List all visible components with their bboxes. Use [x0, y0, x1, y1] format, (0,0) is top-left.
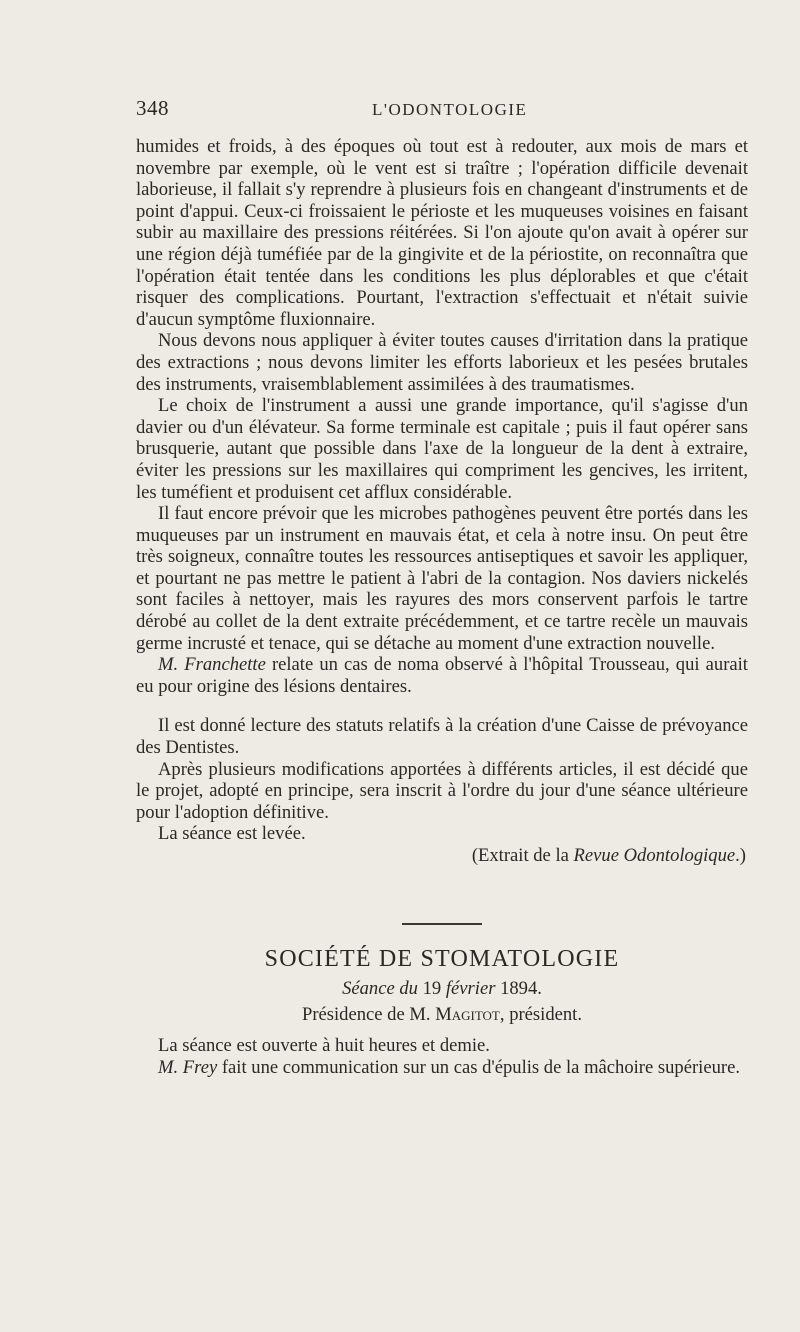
paragraph-frey	[136, 1057, 748, 1079]
page-number: 348	[136, 96, 169, 120]
paragraph-session-closed: La séance est levée.	[158, 823, 306, 845]
paragraph-instrument-choice: Le choix de l'instrument a aussi une grande importance, qu'il s'agisse d'un davier ou d'un élévateur. Sa forme terminale est capitale ; puis il faut opérer sans brusquerie, autant que possible dans l'axe de la longueur de la dent à extraire, éviter les pressions sur les maxillaires qui compriment les gencives, les irritent, les tuméfient et produisent cet afflux considérable.	[136, 395, 748, 503]
paragraph-humid-conditions: humides et froids, à des époques où tout est à redouter, aux mois de mars et novembre par exemple, où le vent est si traître ; l'opération difficile devenait laborieuse, il fallait s'y reprendre à plusieurs fois en changeant d'instruments et de point d'appui. Ceux-ci froissaient le périoste et les muqueuses voisines en faisant subir au maxillaire des pressions réitérées. Si l'on ajoute qu'on avait à opérer sur une région déjà tuméfiée par de la gingivite et de la périostite, on reconnaîtra que l'opération était tentée dans les conditions les plus déplorables et que c'était risquer des complications. Pourtant, l'extraction s'effectuait et n'était suivie d'aucun symptôme fluxionnaire.	[136, 136, 748, 330]
body-text	[136, 136, 748, 1079]
president-name: Magitot	[435, 1003, 500, 1025]
session-date: Séance du 19 février 1894.	[342, 978, 542, 1000]
paragraph-session-opened: La séance est ouverte à huit heures et demie.	[158, 1035, 490, 1057]
section-divider	[402, 923, 482, 925]
presidency-line: Présidence de M. Magitot, président.	[301, 1003, 582, 1025]
page-header	[136, 96, 748, 126]
source-journal-title: Revue Odontologique	[573, 845, 736, 866]
speaker-name: M. Frey	[158, 1056, 218, 1078]
paragraph-modifications: Après plusieurs modifications apportées à différents articles, il est décidé que le projet, adopté en principe, sera inscrit à l'ordre du jour d'une séance ultérieure pour l'adoption définitive.	[136, 758, 748, 823]
paragraph-avoid-irritation: Nous devons nous appliquer à éviter toutes causes d'irritation dans la pratique des extractions ; nous devons limiter les efforts laborieux et les pesées brutales des instruments, vraisemblablement assimilées à des traumatismes.	[136, 330, 748, 395]
paragraph-franchette	[136, 654, 748, 697]
society-title: SOCIÉTÉ DE STOMATOLOGIE	[264, 945, 620, 972]
source-citation: (Extrait de la Revue Odontologique.)	[471, 845, 746, 866]
paragraph-text: relate un cas de noma observé à l'hôpital Trousseau, qui aurait eu pour origine des lésions dentaires.	[136, 654, 748, 697]
running-title: L'ODONTOLOGIE	[372, 100, 528, 119]
speaker-name: M. Franchette	[158, 654, 266, 676]
paragraph-statutes: Il est donné lecture des statuts relatifs à la création d'une Caisse de prévoyance des Dentistes.	[136, 715, 748, 759]
paragraph-text: fait une communication sur un cas d'épulis de la mâchoire supérieure.	[217, 1056, 740, 1078]
paragraph-pathogenic-microbes: Il faut encore prévoir que les microbes pathogènes peuvent être portés dans les muqueuses par un instrument en mauvais état, et cela à notre insu. On peut être très soigneux, connaître toutes les ressources antiseptiques et savoir les appliquer, et pourtant ne pas mettre le patient à l'abri de la contagion. Nos daviers nickelés sont faciles à nettoyer, mais les rayures des mors conservent parfois le tartre dérobé au collet de la dent extraite précédemment, et ce tartre recèle un mauvais germe incrusté et tenace, qui se détache au moment d'une extraction nouvelle.	[136, 503, 748, 654]
